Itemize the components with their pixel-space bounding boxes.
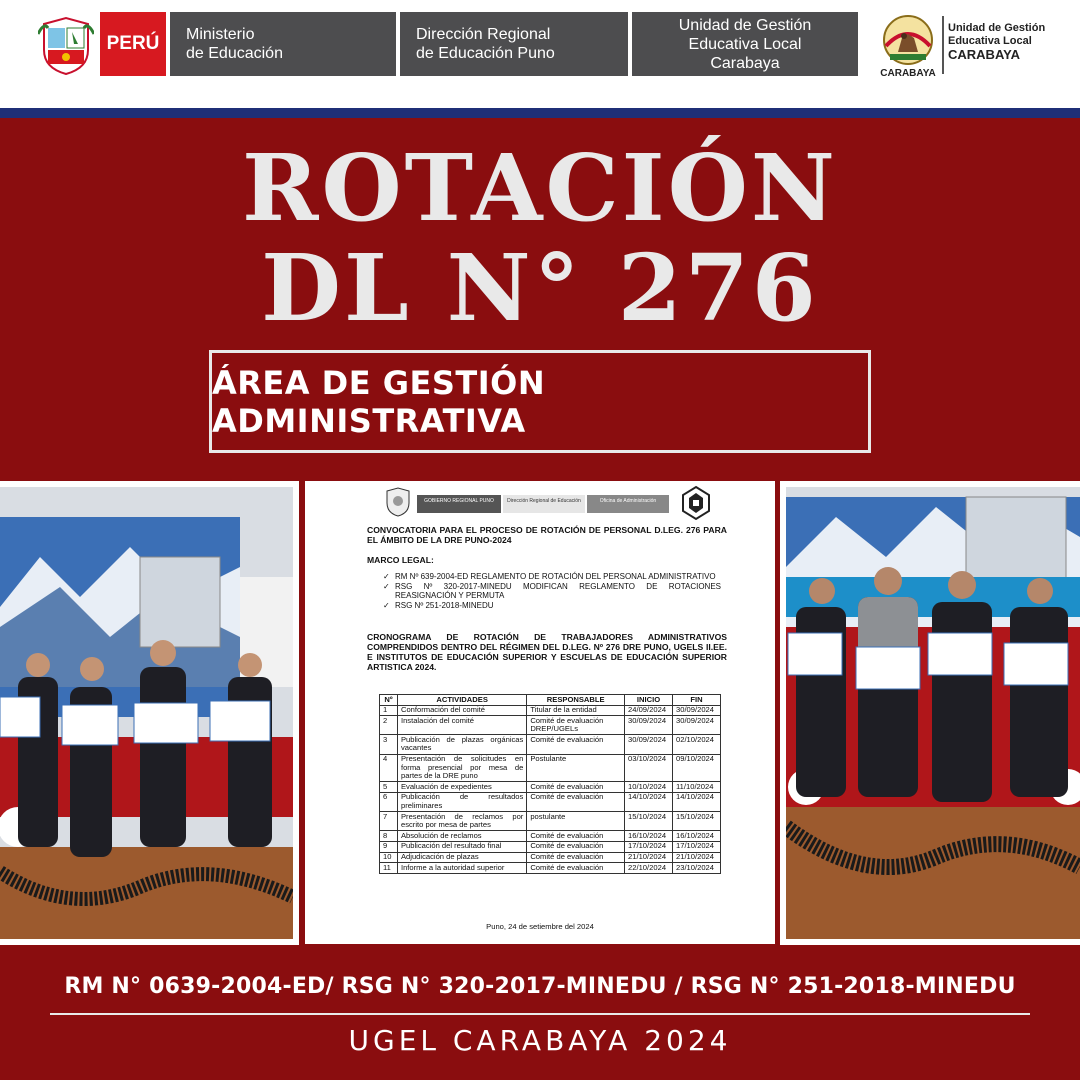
footer-divider	[50, 1013, 1030, 1015]
cell: Titular de la entidad	[527, 705, 625, 716]
cell: 22/10/2024	[625, 863, 673, 874]
table-row	[380, 754, 721, 782]
ceremony-photo-left-image	[0, 487, 293, 939]
ugel-logo-caption: CARABAYA	[880, 68, 936, 79]
ugel-text-block	[948, 22, 1076, 61]
ceremony-photo-right-image	[786, 487, 1080, 939]
cell: Conformación del comité	[397, 705, 526, 716]
ugel-line-3: Carabaya	[710, 54, 780, 72]
cell: 8	[380, 831, 398, 842]
list-item: ✓ RM Nº 639-2004-ED REGLAMENTO DE ROTACIÓN DEL PERSONAL ADMINISTRATIVO	[383, 572, 721, 582]
cell: Postulante	[527, 754, 625, 782]
cell: 16/10/2024	[625, 831, 673, 842]
table-row	[380, 792, 721, 811]
cell: Adjudicación de plazas	[397, 852, 526, 863]
cell: Informe a la autoridad superior	[397, 863, 526, 874]
cell: 21/10/2024	[673, 852, 721, 863]
doc-oficina-label: Oficina de Administración	[587, 495, 669, 513]
cell: Comité de evaluación	[527, 831, 625, 842]
cell: Instalación del comité	[397, 716, 526, 735]
col-header-fin: FIN	[673, 695, 721, 706]
main-title-line-2: DL N° 276	[261, 234, 819, 342]
ministerio-label	[170, 12, 396, 76]
cell: Evaluación de expedientes	[397, 782, 526, 793]
peru-logo: PERÚ	[100, 12, 166, 76]
cell: 15/10/2024	[673, 812, 721, 831]
cell: 5	[380, 782, 398, 793]
cell: Comité de evaluación	[527, 863, 625, 874]
subtitle-box: ÁREA DE GESTIÓN ADMINISTRATIVA	[209, 350, 871, 453]
table-row	[380, 831, 721, 842]
table-row	[380, 705, 721, 716]
table-row	[380, 735, 721, 754]
dre-puno-logo-icon	[679, 485, 713, 521]
cell: 1	[380, 705, 398, 716]
doc-heading: CONVOCATORIA PARA EL PROCESO DE ROTACIÓN DE PERSONAL D.LEG. 276 PARA EL ÁMBITO DE LA DRE PUNO-2024	[367, 525, 727, 545]
cell: 30/09/2024	[625, 735, 673, 754]
cell: 14/10/2024	[625, 792, 673, 811]
cell: Comité de evaluación	[527, 792, 625, 811]
table-row	[380, 863, 721, 874]
right-ceremony-photo	[780, 481, 1080, 945]
main-title-line-1: ROTACIÓN	[242, 134, 838, 242]
table-row	[380, 716, 721, 735]
cell: 7	[380, 812, 398, 831]
cell: 02/10/2024	[673, 735, 721, 754]
schedule-table	[379, 694, 721, 874]
doc-marco-legal: MARCO LEGAL:	[367, 555, 434, 565]
cell: Comité de evaluación	[527, 735, 625, 754]
cell: 23/10/2024	[673, 863, 721, 874]
cell: 11/10/2024	[673, 782, 721, 793]
cell: 10	[380, 852, 398, 863]
cell: Publicación de plazas orgánicas vacantes	[397, 735, 526, 754]
cell: 09/10/2024	[673, 754, 721, 782]
cell: 21/10/2024	[625, 852, 673, 863]
table-header-row	[380, 695, 721, 706]
table-row	[380, 782, 721, 793]
cell: 30/09/2024	[673, 716, 721, 735]
cell: Presentación de reclamos por escrito por mesa de partes	[397, 812, 526, 831]
cell: Comité de evaluación	[527, 782, 625, 793]
doc-gobierno-label: GOBIERNO REGIONAL PUNO	[417, 495, 501, 513]
cell: 2	[380, 716, 398, 735]
peru-seal-icon	[385, 487, 411, 517]
cell: 03/10/2024	[625, 754, 673, 782]
table-row	[380, 841, 721, 852]
cell: 15/10/2024	[625, 812, 673, 831]
dre-line-1: Dirección Regional	[416, 26, 551, 43]
col-header-responsable: RESPONSABLE	[527, 695, 625, 706]
ugel-line-1: Unidad de Gestión	[678, 16, 812, 34]
footer-ugel-carabaya: UGEL CARABAYA 2024	[348, 1024, 732, 1057]
cell: 14/10/2024	[673, 792, 721, 811]
cell: Publicación del resultado final	[397, 841, 526, 852]
cell: 3	[380, 735, 398, 754]
convocatoria-document	[305, 481, 775, 944]
ugel-line-2: Educativa Local	[688, 35, 802, 53]
list-item: ✓ RSG Nº 320-2017-MINEDU MODIFICAN REGLAMENTO DE ROTACIONES REASIGNACIÓN Y PERMUTA	[383, 582, 721, 601]
legal-references: RM N° 0639-2004-ED/ RSG N° 320-2017-MINEDU / RSG N° 251-2018-MINEDU	[64, 974, 1016, 999]
cell: Absolución de reclamos	[397, 831, 526, 842]
cell: postulante	[527, 812, 625, 831]
cell: 30/09/2024	[673, 705, 721, 716]
ministerio-line-1: Ministerio	[186, 26, 255, 43]
ugel-carabaya-logo-icon	[876, 12, 940, 80]
cell: Publicación de resultados preliminares	[397, 792, 526, 811]
cell: 17/10/2024	[673, 841, 721, 852]
dre-label	[400, 12, 628, 76]
cell: 16/10/2024	[673, 831, 721, 842]
header-divider	[942, 16, 944, 74]
col-header-actividades: ACTIVIDADES	[397, 695, 526, 706]
cell: 17/10/2024	[625, 841, 673, 852]
ugel-text-line-1: Unidad de Gestión	[948, 22, 1046, 34]
ugel-text-line-3: CARABAYA	[948, 47, 1021, 62]
ugel-label	[632, 12, 858, 76]
ministerio-line-2: de Educación	[186, 45, 283, 62]
left-ceremony-photo	[0, 481, 299, 945]
table-row	[380, 812, 721, 831]
cell: 4	[380, 754, 398, 782]
list-item: ✓ RSG Nº 251-2018-MINEDU	[383, 601, 721, 611]
header-stripe	[0, 108, 1080, 118]
cell: 11	[380, 863, 398, 874]
cell: 24/09/2024	[625, 705, 673, 716]
col-header-num: Nº	[380, 695, 398, 706]
peru-coat-of-arms-icon	[38, 14, 94, 76]
cell: Comité de evaluación	[527, 841, 625, 852]
table-row	[380, 852, 721, 863]
doc-legal-list	[383, 572, 721, 610]
cell: Comité de evaluación	[527, 852, 625, 863]
dre-line-2: de Educación Puno	[416, 45, 555, 62]
cell: 9	[380, 841, 398, 852]
cell: 10/10/2024	[625, 782, 673, 793]
cell: 6	[380, 792, 398, 811]
ugel-text-line-2: Educativa Local	[948, 35, 1032, 47]
doc-footer-date: Puno, 24 de setiembre del 2024	[486, 922, 594, 931]
col-header-inicio: INICIO	[625, 695, 673, 706]
cell: Comité de evaluación DREP/UGELs	[527, 716, 625, 735]
doc-dre-label: Dirección Regional de Educación	[503, 495, 585, 513]
header-bar	[0, 0, 1080, 108]
doc-cronograma-heading: CRONOGRAMA DE ROTACIÓN DE TRABAJADORES ADMINISTRATIVOS COMPRENDIDOS DENTRO DEL RÉGIMEN DEL D.LEG. Nº 276 DRE PUNO, UGELS II.EE. E INSTITUTOS DE EDUCACIÓN SUPERIOR Y ESCUELAS DE EDUCACIÓN SUPERIOR ARTISTICA 2024.	[367, 632, 727, 672]
cell: Presentación de solicitudes en forma presencial por mesa de partes de la DRE puno	[397, 754, 526, 782]
cell: 30/09/2024	[625, 716, 673, 735]
